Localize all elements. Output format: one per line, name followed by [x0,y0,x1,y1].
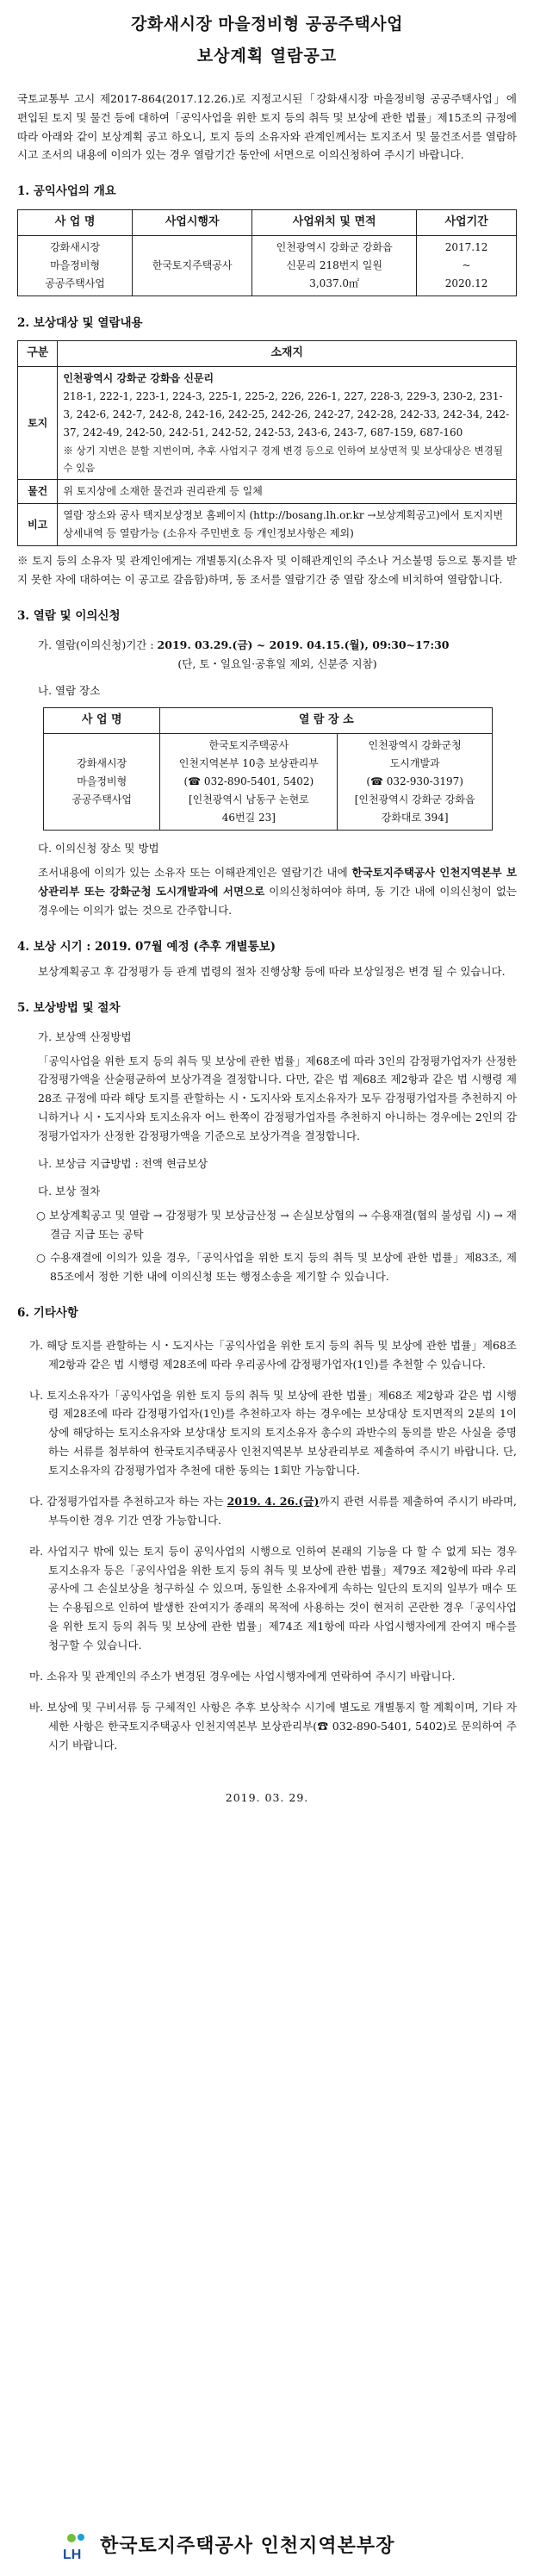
section2-footnote: ※ 토지 등의 소유자 및 관계인에게는 개별통지(소유자 및 이해관계인의 주소나 거소불명 등으로 통지를 받지 못한 자에 대하여는 이 공고로 갈음함)하며, 동 조서를 열람기간 중 열람 장소에 비치하여 열람합니다. [17,554,517,587]
payment-method: 나. 보상금 지급방법 : 전액 현금보상 [38,1156,208,1170]
header-place: 열 람 장 소 [160,708,493,734]
table-row [18,235,517,296]
table-row [44,734,493,831]
viewing-period-note: (단, 토・일요일·공휴일 제외, 신분증 지참) [177,656,377,670]
header-project: 사 업 명 [44,708,160,734]
table-row [18,480,517,504]
table-header-row [18,209,517,235]
procedure-item: ○ 보상계획공고 및 열람 → 감정평가 및 보상금산정 → 손실보상협의 → 수용재결(협의 불성립 시) → 재결금 지급 또는 공탁 [36,1208,517,1241]
section2-heading: 2. 보상대상 및 열람내용 [17,315,143,330]
place-lh: 한국토지주택공사 인천지역본부 10층 보상관리부 (☎ 032-890-5401, 5402) [인천광역시 남동구 논현로 46번길 23] [160,734,338,831]
section4-text: 보상계획공고 후 감정평가 등 관계 법령의 절차 진행상황 등에 따라 보상일정은 변경 될 수 있습니다. [38,965,506,979]
objection-label: 다. 이의신청 장소 및 방법 [38,842,159,855]
compensation-target-table [17,340,517,546]
notice-document [17,12,517,1808]
header-operator: 사업시행자 [133,209,252,235]
land-note: ※ 상기 지번은 분할 지번이며, 추후 사업지구 경계 변경 등으로 인하여 보상면적 및 보상대상은 변경될 수 있음 [63,445,504,475]
viewing-period-value: 2019. 03.29.(금) ~ 2019. 04.15.(월), 09:30~17:30 [157,638,450,651]
other-item: 바. 보상에 및 구비서류 등 구체적인 사항은 추후 보상착수 시기에 별도로 개별통지 할 계획이며, 기타 자세한 사항은 한국토지주택공사 인천지역본부 보상관리부(☎ 032-890-5401, 5402)로 문의하여 주시기 바랍니다. [29,1700,517,1752]
other-item: 다. 감정평가업자를 추천하고자 하는 자는 2019. 4. 26.(금)까지 관련 서류를 제출하여 주시기 바라며, 부득이한 경우 기간 연장 가능합니다. [29,1494,517,1527]
other-item: 나. 토지소유자가「공익사업을 위한 토지 등의 취득 및 보상에 관한 법률」제68조 제2항과 같은 법 시행령 제28조에 따라 감정평가업자(1인)를 추천하고자 하는 경우에는 보상대상 토지면적의 2분의 1이상에 해당하는 토지소유자와 보상대상 토지의 토지소유자 총수의 과반수의 동의를 받은 사실을 증명하는 서류를 첨부하여 한국토지주택공사 인천지역본부 보상관리부로 제출하여 주시기 바랍니다. 단, 토지소유자의 감정평가업자 추천에 대한 동의는 1회만 가능합니다. [29,1388,517,1477]
intro-paragraph: 국토교통부 고시 제2017-864(2017.12.26.)로 지정고시된「강화새시장 마을정비형 공공주택사업」에 편입된 토지 및 물건 등에 대하여「공익사업을 위한 토지 등의 취득 및 보상에 관한 법률」제15조의 규정에 따라 아래와 같이 보상계획 공고 하오니, 토지 등의 소유자와 관계인께서는 토지조서 및 물건조서를 열람하시고 조서의 내용에 이의가 있는 경우 열람기간 동안에 서면으로 이의신청하여 주시기 바랍니다. [17,91,517,162]
table-header-row [18,341,517,367]
table-row [18,504,517,546]
goods-text: 위 토지상에 소재한 물건과 권리관계 등 일체 [58,480,517,504]
table-row [18,367,517,480]
notice-title: 강화새시장 마을정비형 공공주택사업 [131,15,403,34]
section6-heading: 6. 기타사항 [17,1306,78,1321]
issuer-footer [60,2529,474,2563]
objection-text: 조서내용에 이의가 있는 소유자 또는 이해관계인은 열람기간 내에 한국토지주택공사 인천지역본부 보상관리부 또는 강화군청 도시개발과에 서면으로 이의신청하여야 하며, 동 기간 내에 이의신청이 없는 경우에는 이의가 없는 것으로 간주합니다. [38,865,517,917]
other-item: 가. 해당 토지를 관할하는 시・도지사는「공익사업을 위한 토지 등의 취득 및 보상에 관한 법률」제68조 제2항과 같은 법 시행령 제28조에 따라 우리공사에 감정평가업자(1인)를 추천할 수 있습니다. [29,1338,517,1371]
viewing-place-label: 나. 열람 장소 [38,684,101,698]
header-project-name: 사 업 명 [18,209,133,235]
land-location-title: 인천광역시 강화군 강화읍 신문리 [63,372,214,384]
remark-label: 비고 [18,504,58,546]
svg-text:LH: LH [63,2548,82,2563]
header-location: 소재지 [58,341,517,367]
viewing-place-table [43,707,493,831]
valuation-text: 「공익사업을 위한 토지 등의 취득 및 보상에 관한 법률」제68조에 따라 3인의 감정평가업자가 산정한 감정평가액을 산술평균하여 보상가격을 결정합니다. 다만, 같은 법 제68조 제2항과 같은 법 시행령 제28조 규정에 따라 해당 토지를 관할하는 시・도지사와 토지소유자가 모두 감정평가업자를 추천하지 아니하거나 시・도지사와 토지소유자 어느 한쪽이 감정평가업자를 추천하지 아니하는 경우에는 2인의 감정평가업자가 산정한 감정평가액을 기준으로 보상가격을 결정합니다. [38,1054,517,1142]
lh-logo [60,2529,93,2562]
cell-operator: 한국토지주택공사 [133,235,252,296]
other-item: 마. 소유자 및 관계인의 주소가 변경된 경우에는 사업시행자에게 연락하여 주시기 바랍니다. [29,1669,456,1683]
procedure-label: 다. 보상 절차 [38,1184,101,1198]
deadline-date: 2019. 4. 26.(금) [227,1494,320,1508]
notice-date: 2019. 03. 29. [225,1791,309,1805]
project-overview-table [17,209,517,296]
header-category: 구분 [18,341,58,367]
header-location: 사업위치 및 면적 [252,209,417,235]
valuation-label: 가. 보상액 산정방법 [38,1030,132,1043]
viewing-period: 가. 열람(이의신청)기간 : 2019. 03.29.(금) ~ 2019. 04.15.(월), 09:30~17:30 (단, 토・일요일·공휴일 제외, 신분증 지참) [17,636,517,674]
cell-location: 인천광역시 강화군 강화읍 신문리 218번지 일원 3,037.0㎡ [252,235,417,296]
other-item: 라. 사업지구 밖에 있는 토지 등이 공익사업의 시행으로 인하여 본래의 기능을 다 할 수 없게 되는 경우 토지소유자 등은「공익사업을 위한 토지 등의 취득 및 보상에 관한 법률」제79조 제2항에 따라 우리공사에 그 손실보상을 청구하실 수 있으며, 동일한 소유자에게 속하는 일단의 토지의 일부가 매수 또는 수용됨으로 인하여 발생한 잔여지가 종래의 목적에 사용하는 것이 현저히 곤란한 경우「공익사업을 위한 토지 등의 취득 및 보상에 관한 법률」제74조 제1항에 따라 사업시행자에게 잔여지 매수를 청구할 수 있습니다. [29,1544,517,1652]
section5-heading: 5. 보상방법 및 절차 [17,1001,121,1015]
land-label: 토지 [18,367,58,480]
issuer-name: 한국토지주택공사 인천지역본부장 [100,2535,395,2557]
land-cell [58,367,517,480]
section4-heading: 4. 보상 시기 : 2019. 07월 예정 (추후 개별통보) [17,939,276,954]
table-header-row [44,708,493,734]
procedure-item: ○ 수용재결에 이의가 있을 경우,「공익사업을 위한 토지 등의 취득 및 보상에 관한 법률」제83조, 제85조에서 정한 기한 내에 이의신청 또는 행정소송을 제기할 수 있습니다. [36,1251,517,1284]
cell-period: 2017.12 ~ 2020.12 [417,235,517,296]
section3-heading: 3. 열람 및 이의신청 [17,609,121,623]
section1-heading: 1. 공익사업의 개요 [17,184,116,199]
notice-subtitle: 보상계획 열람공고 [196,46,338,65]
remark-text: 열람 장소와 공사 택지보상정보 홈페이지 (http://bosang.lh.or.kr →보상계획공고)에서 토지지번 상세내역 등 열람가능 (소유자 주민번호 등 개인정보사항은 제외) [58,504,517,546]
place-ganghwa: 인천광역시 강화군청 도시개발과 (☎ 032-930-3197) [인천광역시 강화군 강화읍 강화대로 394] [338,734,493,831]
cell-project-name: 강화새시장 마을정비형 공공주택사업 [18,235,133,296]
goods-label: 물건 [18,480,58,504]
header-period: 사업기간 [417,209,517,235]
land-parcels: 218-1, 222-1, 223-1, 224-3, 225-1, 225-2, 226, 226-1, 227, 228-3, 229-3, 230-2, 231-3, 242-6, 242-7, 242-8, 242-16, 242-25, 242-26, 242-27, 242-28, 242-33, 242-34, 242-37, 242-49, 242-50, 242-51, 242-52, 242-53, 243-6, 243-7, 687-159, 687-160 [63,390,510,439]
place-project: 강화새시장 마을정비형 공공주택사업 [44,734,160,831]
